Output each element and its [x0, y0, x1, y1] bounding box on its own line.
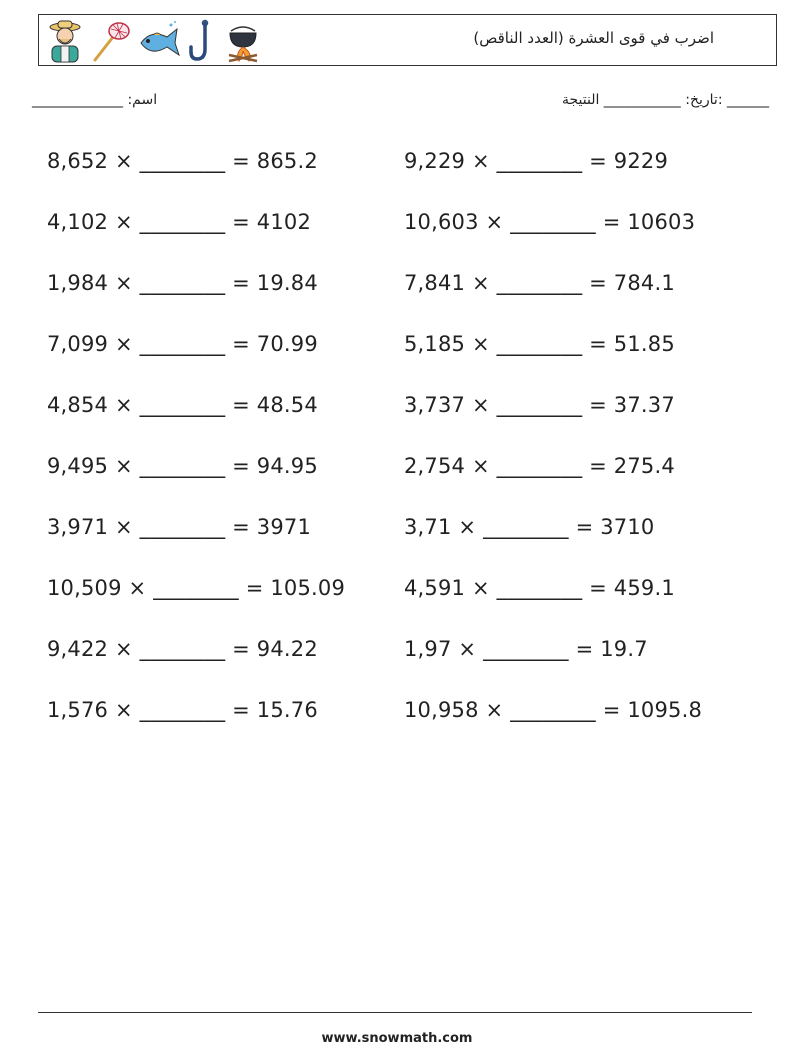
problem-right-5: 3,737 × ________ = 37.37 — [404, 393, 675, 417]
problem-left-3: 1,984 × ________ = 19.84 — [47, 271, 318, 295]
campfire-pot-icon — [223, 19, 263, 63]
footer-url: www.snowmath.com — [321, 1031, 473, 1046]
problem-left-5: 4,854 × ________ = 48.54 — [47, 393, 318, 417]
worksheet-title: اضرب في قوى العشرة (العدد الناقص) — [473, 29, 714, 47]
problem-right-9: 1,97 × ________ = 19.7 — [404, 637, 648, 661]
problem-left-2: 4,102 × ________ = 4102 — [47, 210, 312, 234]
problem-right-1: 9,229 × ________ = 9229 — [404, 149, 669, 173]
problem-right-7: 3,71 × ________ = 3710 — [404, 515, 655, 539]
problem-right-8: 4,591 × ________ = 459.1 — [404, 576, 675, 600]
problem-right-2: 10,603 × ________ = 10603 — [404, 210, 696, 234]
fishing-net-icon — [91, 19, 131, 63]
problem-right-3: 7,841 × ________ = 784.1 — [404, 271, 675, 295]
name-line: اسم: _____________ — [32, 92, 158, 108]
problem-right-6: 2,754 × ________ = 275.4 — [404, 454, 675, 478]
problem-left-9: 9,422 × ________ = 94.22 — [47, 637, 318, 661]
fish-icon — [137, 19, 181, 63]
fishing-hook-icon — [187, 19, 217, 63]
problem-left-1: 8,652 × ________ = 865.2 — [47, 149, 318, 173]
problem-left-6: 9,495 × ________ = 94.95 — [47, 454, 318, 478]
problem-left-8: 10,509 × ________ = 105.09 — [47, 576, 346, 600]
header-icons — [45, 19, 263, 63]
problem-left-7: 3,971 × ________ = 3971 — [47, 515, 312, 539]
problem-right-10: 10,958 × ________ = 1095.8 — [404, 698, 703, 722]
worksheet-header — [38, 14, 777, 66]
problem-left-4: 7,099 × ________ = 70.99 — [47, 332, 318, 356]
fisherman-icon — [45, 19, 85, 63]
footer-divider — [38, 1012, 752, 1013]
problem-right-4: 5,185 × ________ = 51.85 — [404, 332, 675, 356]
date-score-line: ______ :تاريخ: ___________ النتيجة — [561, 92, 769, 108]
problem-left-10: 1,576 × ________ = 15.76 — [47, 698, 318, 722]
